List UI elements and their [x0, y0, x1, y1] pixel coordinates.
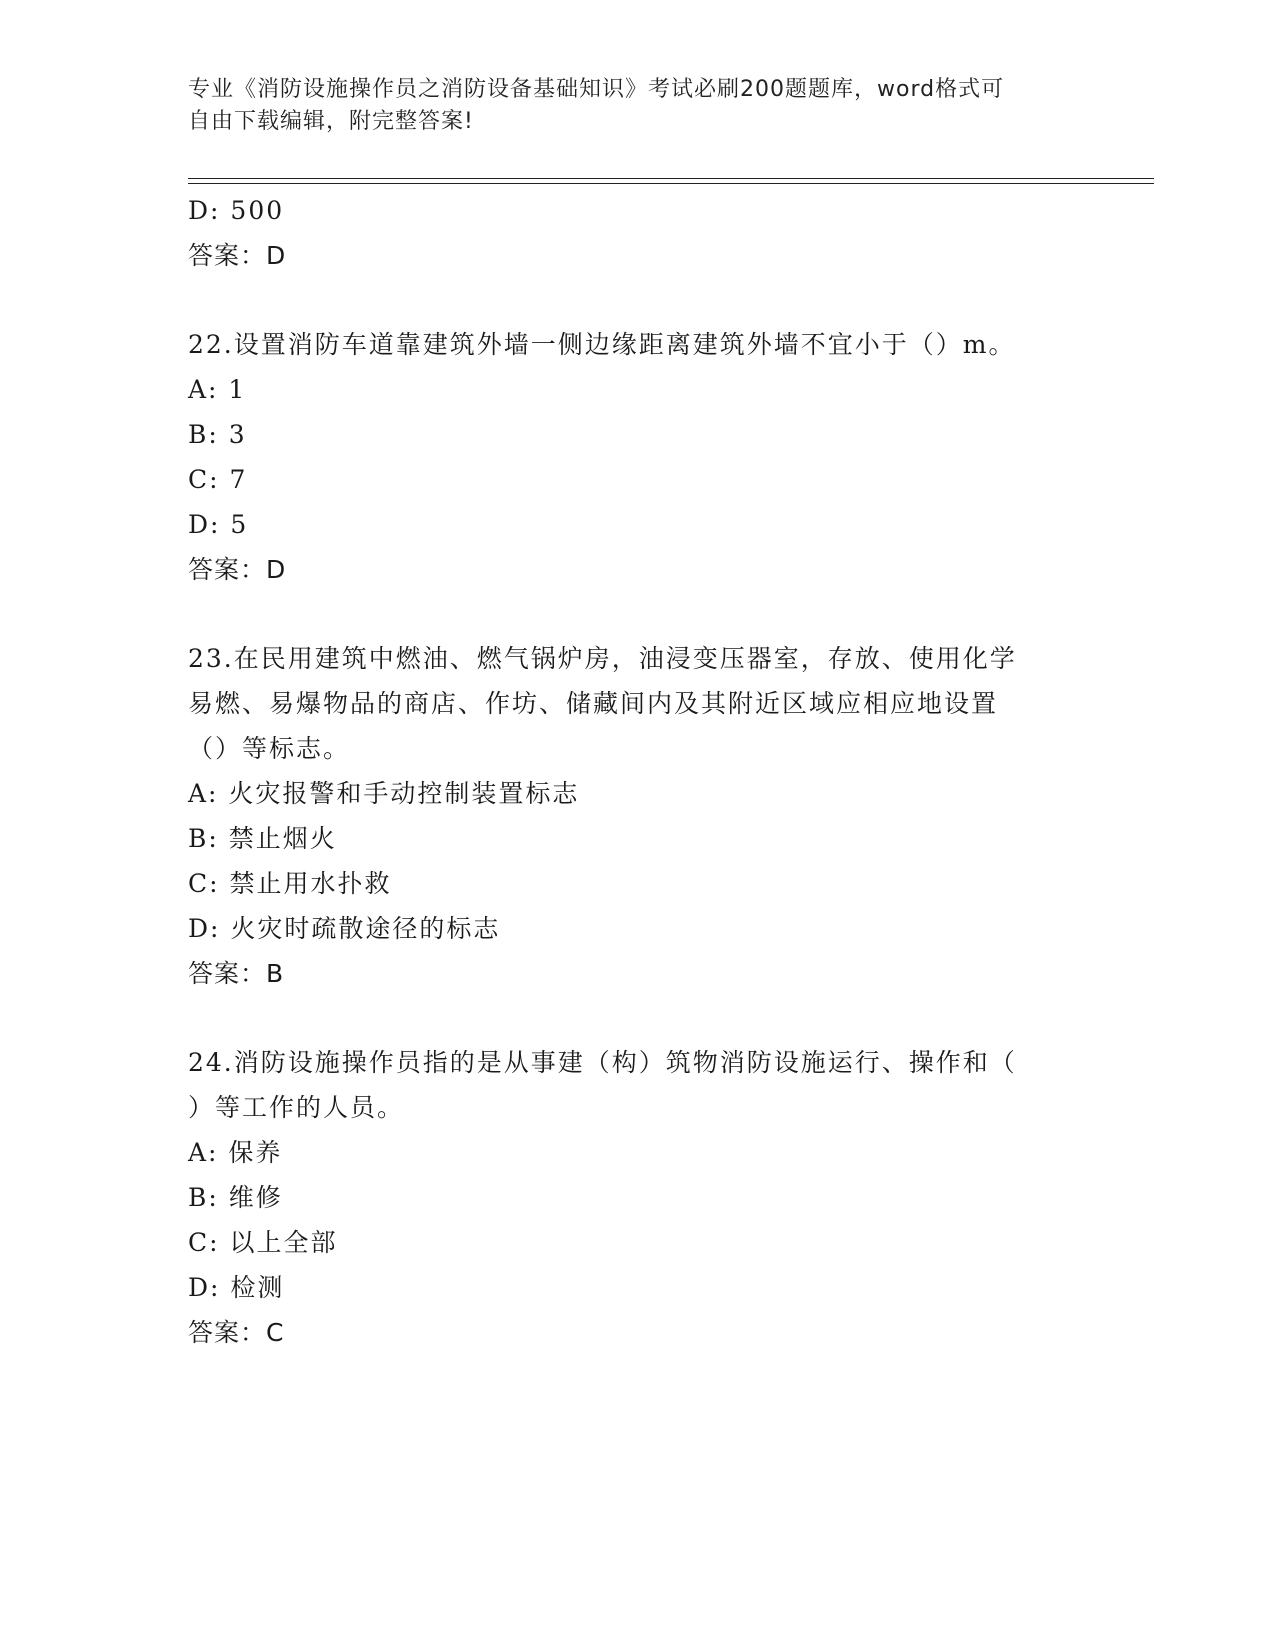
question-24-option-a: A: 保养: [188, 1138, 283, 1167]
question-23-option-b: B: 禁止烟火: [188, 824, 337, 853]
header-line-1: 专业《消防设施操作员之消防设备基础知识》考试必刷200题题库，word格式可: [188, 77, 1005, 102]
question-23-option-a: A: 火灾报警和手动控制装置标志: [188, 779, 580, 808]
question-23-option-c: C: 禁止用水扑救: [188, 869, 392, 898]
question-22-option-b: B: 3: [188, 420, 247, 449]
spacer: [188, 996, 1088, 1040]
question-23-answer: 答案：B: [188, 959, 285, 988]
question-22-answer: 答案：D: [188, 555, 287, 584]
spacer: [188, 278, 1088, 322]
question-24-stem-line-2: ）等工作的人员。: [188, 1093, 405, 1122]
prev-option-d: D: 500: [188, 196, 285, 225]
question-22: [188, 322, 1088, 592]
header-rule-bottom: [188, 183, 1154, 184]
question-24-stem-line-1: 24.消防设施操作员指的是从事建（构）筑物消防设施运行、操作和（: [188, 1048, 1017, 1077]
question-23: [188, 636, 1088, 996]
header-line-2: 自由下载编辑，附完整答案!: [188, 109, 474, 134]
document-body: [188, 188, 1088, 1355]
question-24-option-d: D: 检测: [188, 1273, 285, 1302]
prev-answer: 答案：D: [188, 241, 287, 270]
question-23-stem-line-2: 易燃、易爆物品的商店、作坊、储藏间内及其附近区域应相应地设置: [188, 689, 999, 718]
document-header: [188, 74, 1088, 138]
question-23-stem-line-3: （）等标志。: [188, 734, 351, 763]
question-24: [188, 1040, 1088, 1355]
question-24-option-c: C: 以上全部: [188, 1228, 338, 1257]
spacer: [188, 592, 1088, 636]
question-24-answer: 答案：C: [188, 1318, 285, 1347]
question-22-option-c: C: 7: [188, 465, 248, 494]
question-22-option-d: D: 5: [188, 510, 249, 539]
question-23-stem-line-1: 23.在民用建筑中燃油、燃气锅炉房，油浸变压器室，存放、使用化学: [188, 644, 1017, 673]
header-rule-top: [188, 178, 1154, 179]
question-22-option-a: A: 1: [188, 375, 247, 404]
question-22-stem: 22.设置消防车道靠建筑外墙一侧边缘距离建筑外墙不宜小于（）m。: [188, 330, 1016, 359]
question-24-option-b: B: 维修: [188, 1183, 283, 1212]
question-23-option-d: D: 火灾时疏散途径的标志: [188, 914, 501, 943]
